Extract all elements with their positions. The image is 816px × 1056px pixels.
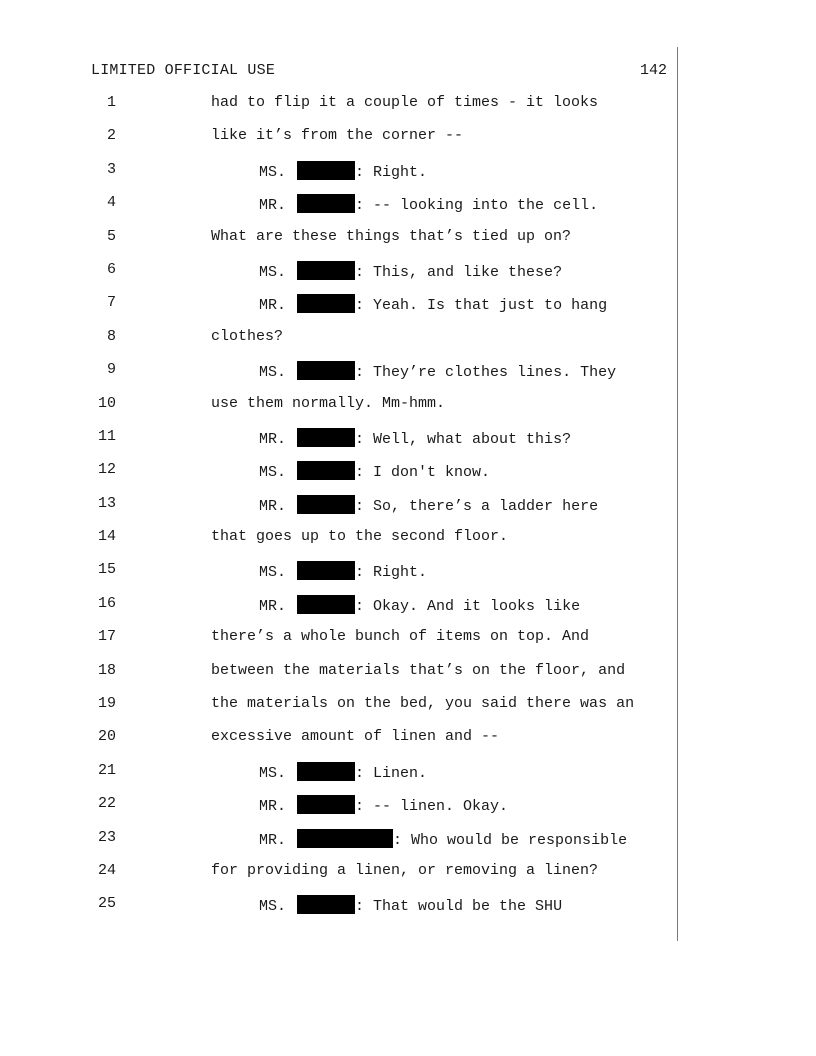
line-number: 24	[97, 861, 116, 879]
line-text	[211, 328, 283, 345]
transcript-line	[0, 494, 676, 527]
line-number: 12	[97, 461, 116, 479]
spoken-text: : They’re clothes lines. They	[355, 364, 617, 382]
line-text	[211, 662, 625, 679]
speaker-label: MR.	[259, 798, 287, 816]
transcript-line	[0, 126, 676, 159]
spoken-text: : -- looking into the cell.	[355, 197, 599, 215]
line-text	[259, 495, 598, 515]
transcript-line	[0, 661, 676, 694]
line-number: 14	[97, 528, 116, 546]
transcript-line	[0, 160, 676, 193]
line-text	[259, 428, 571, 448]
transcript-line	[0, 293, 676, 326]
speaker-label: MR.	[259, 497, 287, 515]
classification-header: LIMITED OFFICIAL USE	[91, 62, 276, 79]
spoken-text: : I don't know.	[355, 464, 491, 482]
line-number: 22	[97, 795, 116, 813]
speaker-label: MS.	[259, 464, 287, 482]
spoken-text: use them normally. Mm-hmm.	[211, 394, 446, 412]
line-number: 10	[97, 394, 116, 412]
speaker-label: MS.	[259, 898, 287, 916]
speaker-label: MS.	[259, 163, 287, 181]
transcript-line	[0, 794, 676, 827]
redaction-box	[297, 561, 355, 580]
spoken-text: : Yeah. Is that just to hang	[355, 297, 608, 315]
spoken-text: : Okay. And it looks like	[355, 597, 581, 615]
line-number: 23	[97, 828, 116, 846]
speaker-label: MR.	[259, 831, 287, 849]
spoken-text: had to flip it a couple of times - it looks	[211, 94, 599, 111]
line-text	[259, 595, 580, 615]
spoken-text: : That would be the SHU	[355, 898, 563, 916]
speaker-label: MS.	[259, 764, 287, 782]
line-text	[211, 94, 598, 111]
line-text	[259, 561, 427, 581]
line-number: 8	[106, 327, 116, 345]
redaction-box	[297, 895, 355, 914]
spoken-text: : Linen.	[355, 764, 428, 782]
line-text	[211, 728, 499, 745]
redaction-box	[297, 361, 355, 380]
transcript-line	[0, 594, 676, 627]
spoken-text: for providing a linen, or removing a linen?	[211, 861, 599, 879]
transcript-line	[0, 193, 676, 226]
transcript-line	[0, 227, 676, 260]
line-text	[211, 528, 508, 545]
page-number: 142	[639, 62, 667, 79]
spoken-text: there’s a whole bunch of items on top. And	[211, 628, 590, 646]
redaction-box	[297, 795, 355, 814]
line-text	[211, 127, 463, 144]
line-text	[211, 228, 571, 245]
spoken-text: : Who would be responsible	[393, 831, 628, 849]
speaker-label: MR.	[259, 430, 287, 448]
line-text	[259, 461, 490, 481]
line-number: 25	[97, 895, 116, 913]
spoken-text: What are these things that’s tied up on?	[211, 227, 572, 245]
spoken-text: : Well, what about this?	[355, 430, 572, 448]
line-number: 1	[106, 94, 116, 111]
transcript-line	[0, 861, 676, 894]
redaction-box	[297, 829, 393, 848]
spoken-text: : This, and like these?	[355, 263, 563, 281]
spoken-text: : Right.	[355, 163, 428, 181]
line-number: 3	[106, 160, 116, 178]
spoken-text: : -- linen. Okay.	[355, 798, 509, 816]
line-number: 9	[106, 361, 116, 379]
line-number: 17	[97, 628, 116, 646]
spoken-text: excessive amount of linen and --	[211, 728, 500, 746]
transcript-line	[0, 394, 676, 427]
line-number: 4	[106, 194, 116, 212]
transcript-line	[0, 894, 676, 927]
speaker-label: MR.	[259, 597, 287, 615]
line-text	[259, 895, 562, 915]
spoken-text: like it’s from the corner --	[211, 127, 464, 145]
redaction-box	[297, 495, 355, 514]
redaction-box	[297, 595, 355, 614]
line-text	[259, 361, 616, 381]
transcript-line	[0, 727, 676, 760]
speaker-label: MS.	[259, 364, 287, 382]
redaction-box	[297, 461, 355, 480]
speaker-label: MS.	[259, 263, 287, 281]
spoken-text: : Right.	[355, 564, 428, 582]
transcript-line	[0, 427, 676, 460]
line-text	[259, 161, 427, 181]
line-text	[211, 628, 589, 645]
spoken-text: clothes?	[211, 327, 284, 345]
speaker-label: MS.	[259, 564, 287, 582]
line-number: 20	[97, 728, 116, 746]
line-text	[259, 261, 562, 281]
line-number: 21	[97, 761, 116, 779]
speaker-label: MR.	[259, 197, 287, 215]
line-number: 5	[106, 227, 116, 245]
line-number: 15	[97, 561, 116, 579]
transcript-lines	[0, 93, 676, 928]
spoken-text: that goes up to the second floor.	[211, 528, 509, 546]
line-text	[211, 695, 634, 712]
line-number: 18	[97, 661, 116, 679]
redaction-box	[297, 261, 355, 280]
line-number: 19	[97, 695, 116, 713]
transcript-line	[0, 828, 676, 861]
transcript-line	[0, 761, 676, 794]
redaction-box	[297, 762, 355, 781]
line-number: 16	[97, 594, 116, 612]
line-number: 7	[106, 294, 116, 312]
transcript-line	[0, 93, 676, 126]
redaction-box	[297, 161, 355, 180]
transcript-line	[0, 260, 676, 293]
transcript-line	[0, 627, 676, 660]
speaker-label: MR.	[259, 297, 287, 315]
line-text	[211, 395, 445, 412]
line-text	[211, 862, 598, 879]
line-text	[259, 194, 598, 214]
line-text	[259, 294, 607, 314]
transcript-line	[0, 360, 676, 393]
redaction-box	[297, 428, 355, 447]
line-text	[259, 795, 508, 815]
right-margin-rule	[677, 47, 678, 941]
spoken-text: between the materials that’s on the floor, and	[211, 661, 626, 679]
line-number: 11	[97, 427, 116, 445]
transcript-line	[0, 694, 676, 727]
redaction-box	[297, 194, 355, 213]
line-number: 13	[97, 494, 116, 512]
line-number: 2	[106, 127, 116, 145]
line-number: 6	[106, 260, 116, 278]
transcript-line	[0, 460, 676, 493]
redaction-box	[297, 294, 355, 313]
transcript-line	[0, 527, 676, 560]
transcript-line	[0, 327, 676, 360]
line-text	[259, 762, 427, 782]
spoken-text: : So, there’s a ladder here	[355, 497, 599, 515]
line-text	[259, 829, 627, 849]
transcript-line	[0, 560, 676, 593]
spoken-text: the materials on the bed, you said there was an	[211, 695, 635, 713]
